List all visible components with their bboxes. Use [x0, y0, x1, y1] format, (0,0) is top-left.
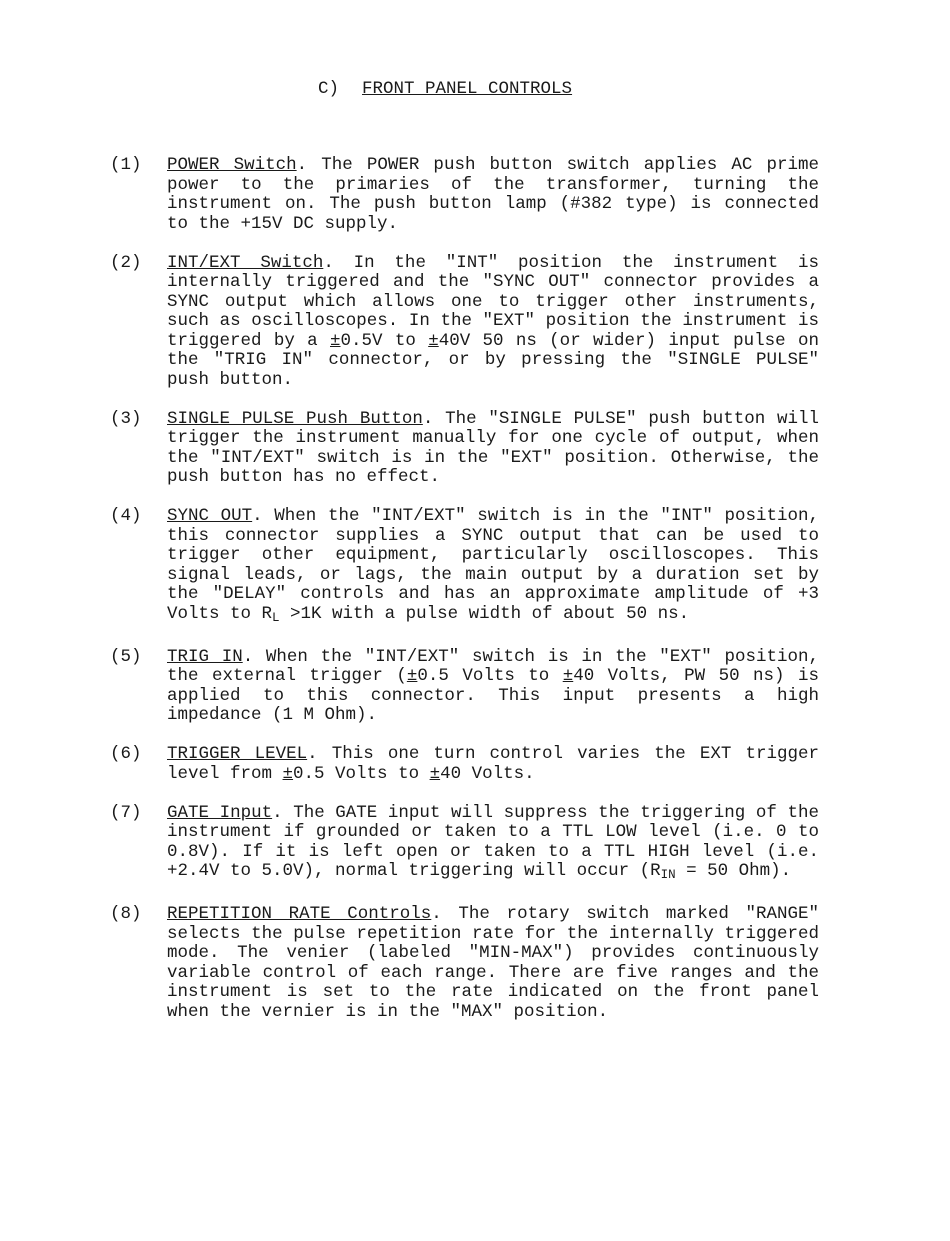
item-body [167, 905, 819, 1022]
item-number: (6) [110, 744, 142, 764]
controls-list [110, 156, 822, 1042]
item-number: (7) [110, 802, 142, 823]
list-item-gate-input [110, 804, 822, 886]
item-body [167, 254, 819, 391]
item-text: 0.5 Volts to [293, 763, 430, 784]
item-number: (5) [110, 646, 142, 667]
item-text: 0.5V to [340, 330, 429, 351]
item-body [167, 507, 819, 628]
item-term: TRIGGER LEVEL [167, 744, 308, 764]
item-term: TRIG IN [167, 646, 243, 667]
item-text: . The POWER push button switch applies AC prime power to the primaries of the transformer, turning the instrument on. The push button lamp (#382 type) is connected to the +15V DC supply. [167, 155, 819, 234]
list-item-int-ext-switch [110, 254, 822, 391]
list-item-trigger-level [110, 745, 822, 784]
item-number: (2) [110, 252, 142, 273]
item-text: >1K with a pulse width of about 50 ns. [279, 603, 690, 624]
list-item-power-switch [110, 156, 822, 234]
item-text: . When the "INT/EXT" switch is in the "EXT" position, the external trigger ( [167, 646, 819, 686]
item-term: INT/EXT Switch [167, 252, 324, 273]
item-term: REPETITION RATE Controls [167, 904, 432, 924]
subscript: IN [660, 868, 676, 882]
item-number: (4) [110, 506, 142, 526]
item-text: 40V 50 ns (or wider) input pulse on the "TRIG IN" connector, or by pressing the "SINGLE PULSE" push button. [167, 330, 820, 390]
item-body [167, 648, 819, 726]
item-text: 0.5 Volts to [417, 666, 563, 686]
section-title: FRONT PANEL CONTROLS [362, 79, 573, 99]
section-label: C) [318, 79, 340, 99]
item-text: . When the "INT/EXT" switch is in the "INT" position, this connector supplies a SYNC output that can be used to trigger other equipment, particularly oscilloscopes. This signal leads, or lags, the main output by a duration set by the "DELAY" controls and has an approximate amplitude of +3 Volts to R [167, 506, 819, 624]
item-number: (3) [110, 408, 142, 429]
subscript: L [272, 610, 280, 625]
plus-minus-symbol: ± [406, 666, 418, 686]
item-body [167, 804, 819, 886]
item-text: = 50 Ohm). [675, 861, 792, 881]
plus-minus-symbol: ± [428, 330, 439, 351]
item-term: GATE Input [167, 802, 273, 823]
item-term: POWER Switch [167, 155, 297, 175]
item-text: . This one turn control varies the EXT trigger level from [167, 744, 819, 784]
item-body [167, 156, 819, 234]
item-text: . The GATE input will suppress the triggering of the instrument if grounded or taken to a TTL LOW level (i.e. 0 to 0.8V). If it is left open or taken to a TTL HIGH level (i.e. +2.4V to 5.0V), normal triggering will occur (R [167, 802, 819, 881]
item-term: SYNC OUT [167, 506, 253, 526]
item-number: (8) [110, 904, 142, 924]
list-item-repetition-rate [110, 905, 822, 1022]
item-body [167, 745, 819, 784]
list-item-trig-in [110, 648, 822, 726]
section-heading [318, 78, 572, 100]
item-number: (1) [110, 155, 142, 175]
item-text: 40 Volts, PW 50 ns) is applied to this connector. This input presents a high impedance (1 M Ohm). [167, 666, 819, 725]
plus-minus-symbol: ± [282, 763, 294, 784]
list-item-single-pulse [110, 410, 822, 488]
item-term: SINGLE PULSE Push Button [167, 408, 423, 429]
list-item-sync-out [110, 507, 822, 628]
item-text: 40 Volts. [440, 763, 535, 784]
item-body [167, 410, 819, 488]
item-text: . In the "INT" position the instrument is internally triggered and the "SYNC OUT" connector provides a SYNC output which allows one to trigger other instruments, such as oscilloscopes. In the "EXT" position the instrument is triggered by a [167, 252, 819, 351]
plus-minus-symbol: ± [429, 763, 441, 784]
item-text: . The rotary switch marked "RANGE" selects the pulse repetition rate for the internally triggered mode. The venier (labeled "MIN-MAX") provides continuously variable control of each range. There are five ranges and the instrument is set to the rate indicated on the front panel when the vernier is in the "MAX" position. [167, 904, 819, 1022]
item-text: . The "SINGLE PULSE" push button will trigger the instrument manually for one cycle of output, when the "INT/EXT" switch is in the "EXT" position. Otherwise, the push button has no effect. [167, 408, 819, 487]
plus-minus-symbol: ± [562, 666, 574, 686]
plus-minus-symbol: ± [330, 330, 341, 351]
